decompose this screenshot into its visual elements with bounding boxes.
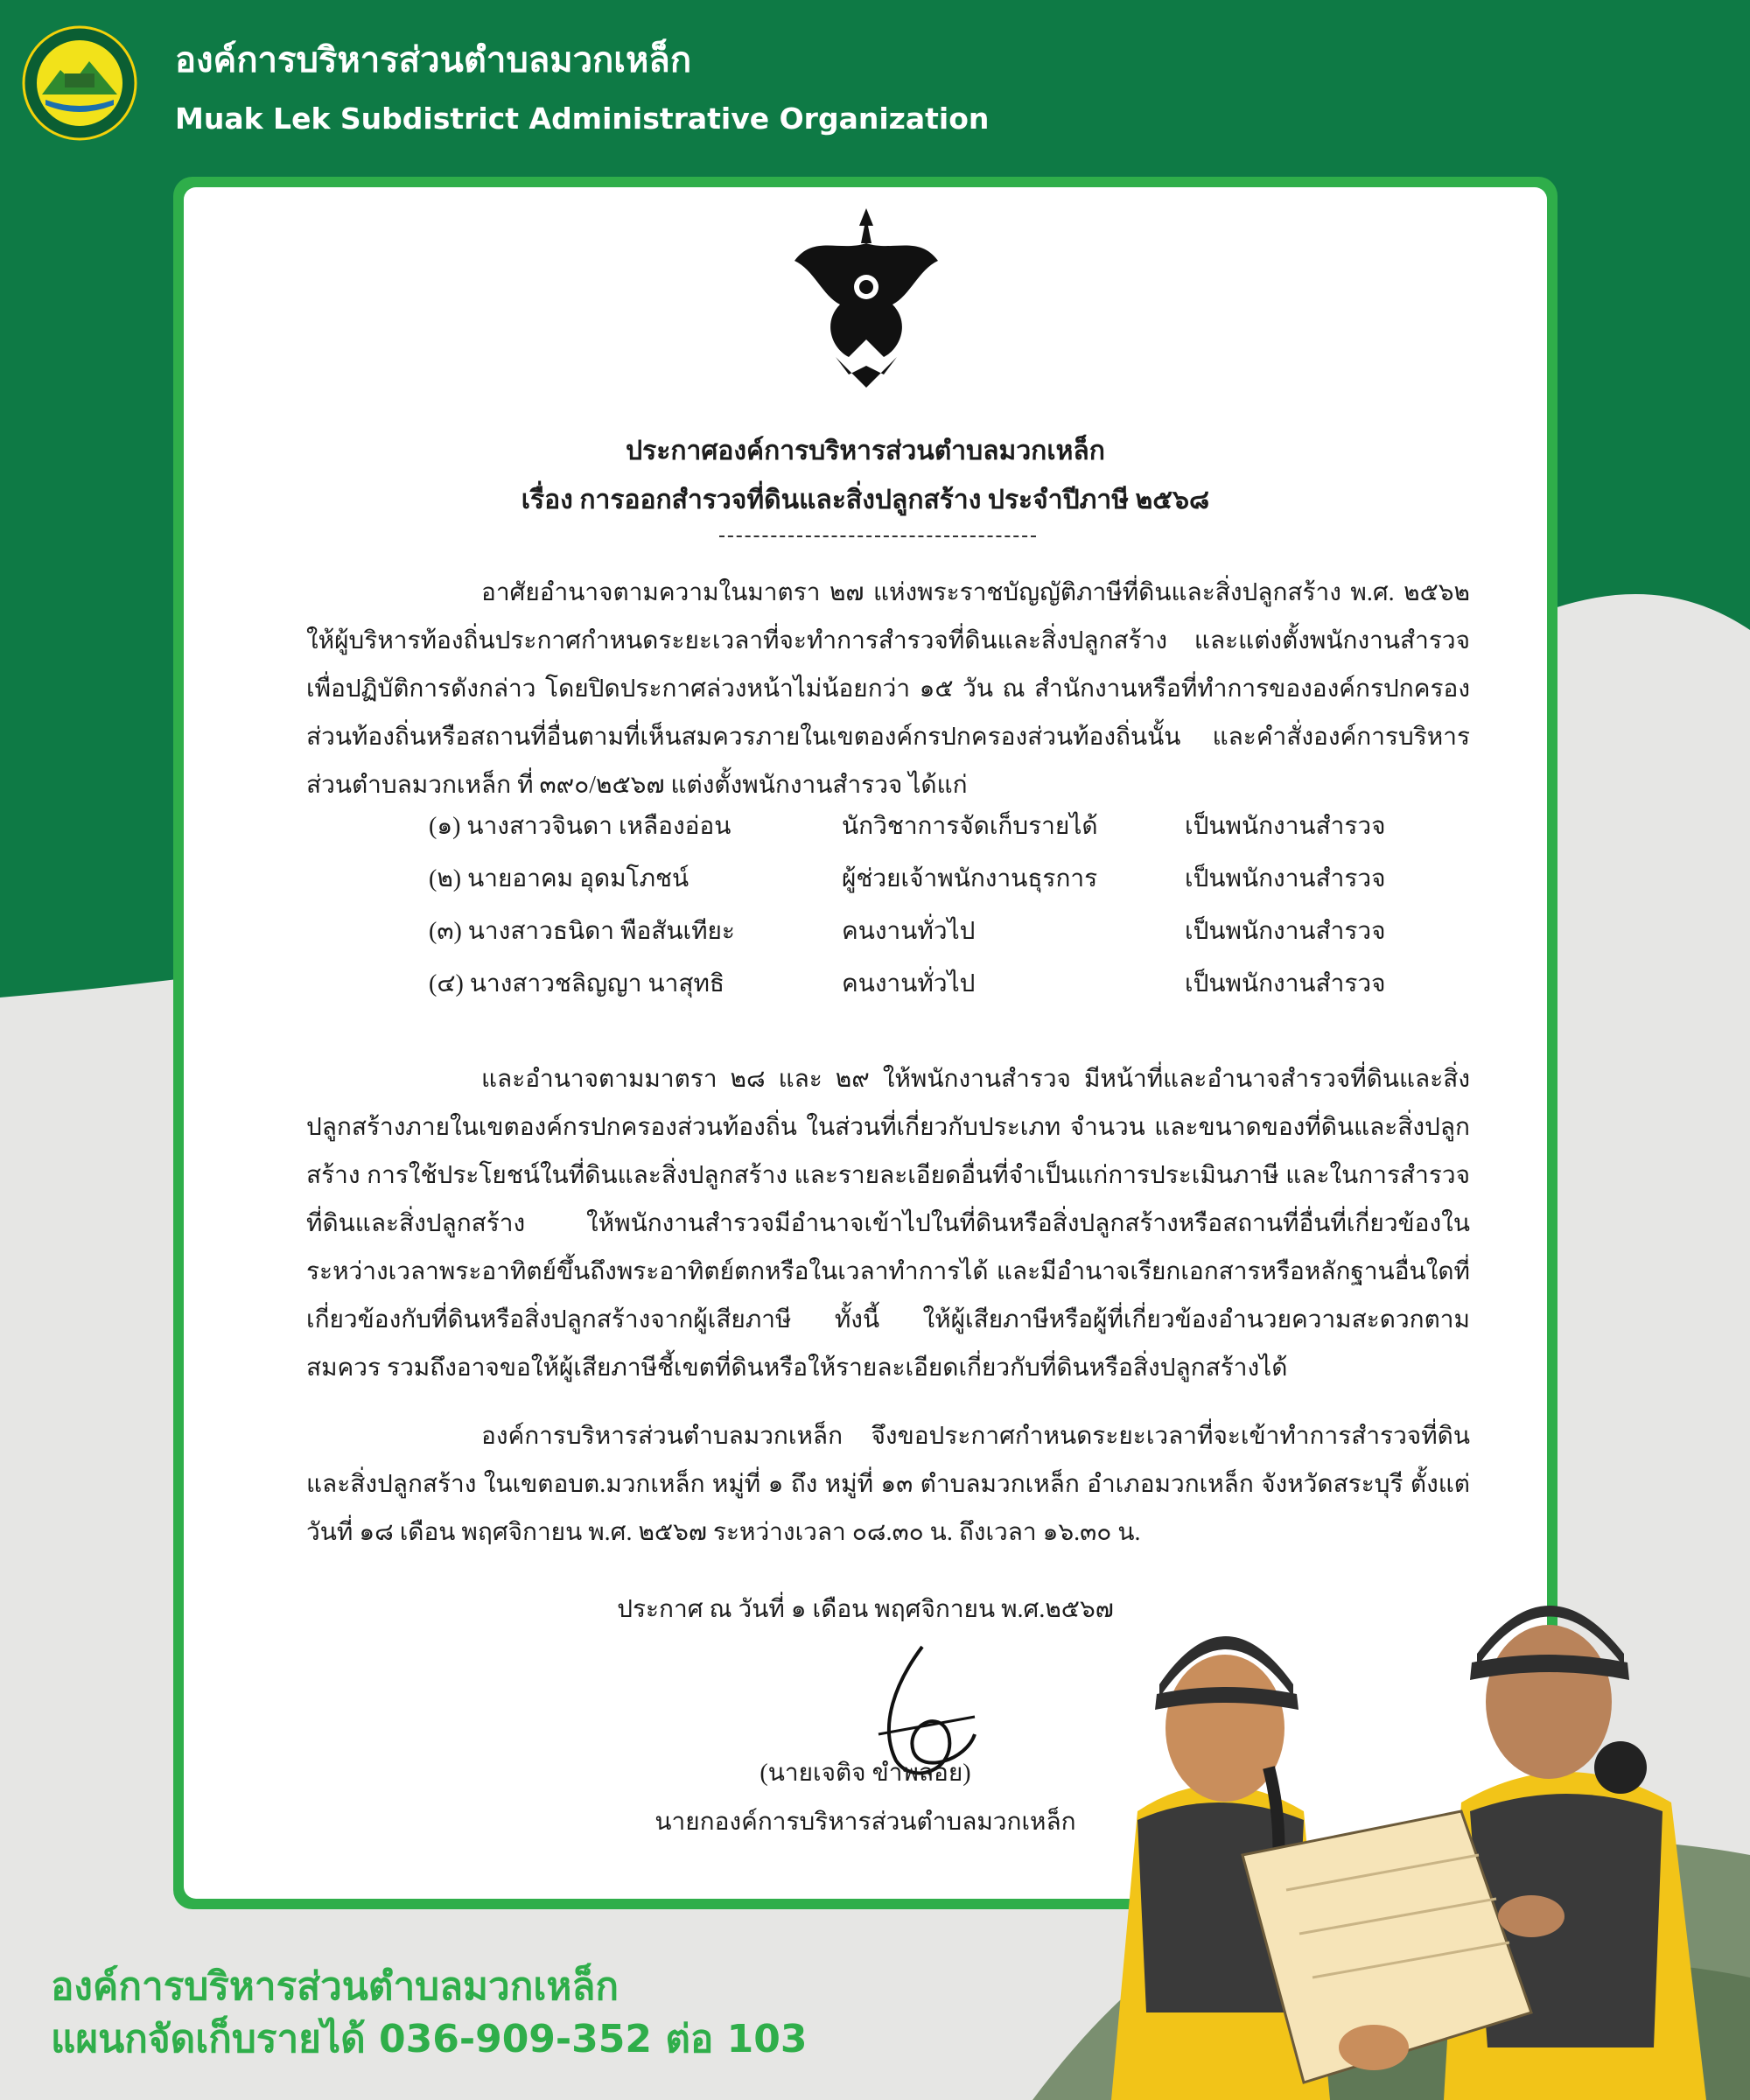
staff-role: เป็นพนักงานสำรวจ <box>1185 865 1386 892</box>
footer-org-name: องค์การบริหารส่วนตำบลมวกเหล็ก <box>51 1964 620 2009</box>
document-title: ประกาศองค์การบริหารส่วนตำบลมวกเหล็ก <box>626 437 1105 466</box>
staff-role: เป็นพนักงานสำรวจ <box>1185 813 1386 840</box>
signer-name: (นายเจติจ ขำพลอย) <box>760 1760 971 1787</box>
header <box>0 0 1750 158</box>
paragraph-schedule: องค์การบริหารส่วนตำบลมวกเหล็ก จึงขอประกาศกำหนดระยะเวลาที่จะเข้าทำการสำรวจที่ดินและสิ่งปลูกสร้าง ในเขตอบต.มวกเหล็ก หมู่ที่ ๑ ถึง หมู่ที่ ๑๓ ตำบลมวกเหล็ก อำเภอมวกเหล็ก จังหวัดสระบุรี ตั้งแต่วันที่ ๑๘ เดือน พฤศจิกายน พ.ศ. ๒๕๖๗ ระหว่างเวลา ๐๘.๓๐ น. ถึงเวลา ๑๖.๓๐ น. <box>306 1423 1470 1546</box>
staff-list <box>429 807 1391 1017</box>
staff-role: เป็นพนักงานสำรวจ <box>1185 918 1386 945</box>
org-name-english: Muak Lek Subdistrict Administrative Organization <box>175 102 990 136</box>
staff-position: คนงานทั่วไป <box>842 970 976 998</box>
staff-name: (๒) นายอาคม อุดมโภชน์ <box>429 865 690 892</box>
announcement-date: ประกาศ ณ วันที่ ๑ เดือน พฤศจิกายน พ.ศ.๒๕๖๗ <box>617 1596 1114 1623</box>
staff-row <box>429 859 1391 912</box>
staff-name: (๓) นางสาวธนิดา พือสันเทียะ <box>429 918 735 945</box>
staff-position: นักวิชาการจัดเก็บรายได้ <box>842 813 1098 840</box>
paragraph-authority: อาศัยอำนาจตามความในมาตรา ๒๗ แห่งพระราชบัญญัติภาษีที่ดินและสิ่งปลูกสร้าง พ.ศ. ๒๕๖๒ ให้ผู้บริหารท้องถิ่นประกาศกำหนดระยะเวลาที่จะทำการสำรวจที่ดินและสิ่งปลูกสร้าง และแต่งตั้งพนักงานสำรวจเพื่อปฏิบัติการดังกล่าว โดยปิดประกาศล่วงหน้าไม่น้อยกว่า ๑๕ วัน ณ สำนักงานหรือที่ทำการขององค์กรปกครองส่วนท้องถิ่นหรือสถานที่อื่นตามที่เห็นสมควรภายในเขตองค์กรปกครองส่วนท้องถิ่นนั้น และคำสั่งองค์การบริหารส่วนตำบลมวกเหล็ก ที่ ๓๙๐/๒๕๖๗ แต่งตั้งพนักงานสำรวจ ได้แก่ <box>306 579 1470 799</box>
staff-position: ผู้ช่วยเจ้าพนักงานธุรการ <box>842 865 1098 892</box>
staff-name: (๑) นางสาวจินดา เหลืองอ่อน <box>429 813 732 840</box>
document-subject: เรื่อง การออกสำรวจที่ดินและสิ่งปลูกสร้าง ประจำปีภาษี ๒๕๖๘ <box>521 486 1210 514</box>
organization-seal-icon <box>21 24 138 142</box>
surveyor-workers-illustration <box>1076 1522 1750 2100</box>
staff-position: คนงานทั่วไป <box>842 918 976 945</box>
org-name-thai: องค์การบริหารส่วนตำบลมวกเหล็ก <box>175 40 692 80</box>
footer-contact: แผนกจัดเก็บรายได้ 036-909-352 ต่อ 103 <box>51 2017 808 2062</box>
staff-row <box>429 912 1391 964</box>
title-separator <box>719 536 1036 537</box>
staff-row <box>429 807 1391 859</box>
garuda-emblem-icon <box>788 200 945 401</box>
staff-name: (๔) นางสาวชลิญญา นาสุทธิ <box>429 970 725 998</box>
signer-position: นายกองค์การบริหารส่วนตำบลมวกเหล็ก <box>654 1809 1076 1836</box>
paragraph-duties: และอำนาจตามมาตรา ๒๘ และ ๒๙ ให้พนักงานสำรวจ มีหน้าที่และอำนาจสำรวจที่ดินและสิ่งปลูกสร้างภายในเขตองค์กรปกครองส่วนท้องถิ่น ในส่วนที่เกี่ยวกับประเภท จำนวน และขนาดของที่ดินและสิ่งปลูกสร้าง การใช้ประโยชน์ในที่ดินและสิ่งปลูกสร้าง และรายละเอียดอื่นที่จำเป็นแก่การประเมินภาษี และในการสำรวจที่ดินและสิ่งปลูกสร้าง ให้พนักงานสำรวจมีอำนาจเข้าไปในที่ดินหรือสิ่งปลูกสร้างหรือสถานที่อื่นที่เกี่ยวข้องในระหว่างเวลาพระอาทิตย์ขึ้นถึงพระอาทิตย์ตกหรือในเวลาทำการได้ และมีอำนาจเรียกเอกสารหรือหลักฐานอื่นใดที่เกี่ยวข้องกับที่ดินหรือสิ่งปลูกสร้างจากผู้เสียภาษี ทั้งนี้ ให้ผู้เสียภาษีหรือผู้ที่เกี่ยวข้องอำนวยความสะดวกตามสมควร รวมถึงอาจขอให้ผู้เสียภาษีชี้เขตที่ดินหรือให้รายละเอียดเกี่ยวกับที่ดินหรือสิ่งปลูกสร้างได้ <box>306 1066 1470 1382</box>
staff-row <box>429 964 1391 1017</box>
staff-role: เป็นพนักงานสำรวจ <box>1185 970 1386 998</box>
